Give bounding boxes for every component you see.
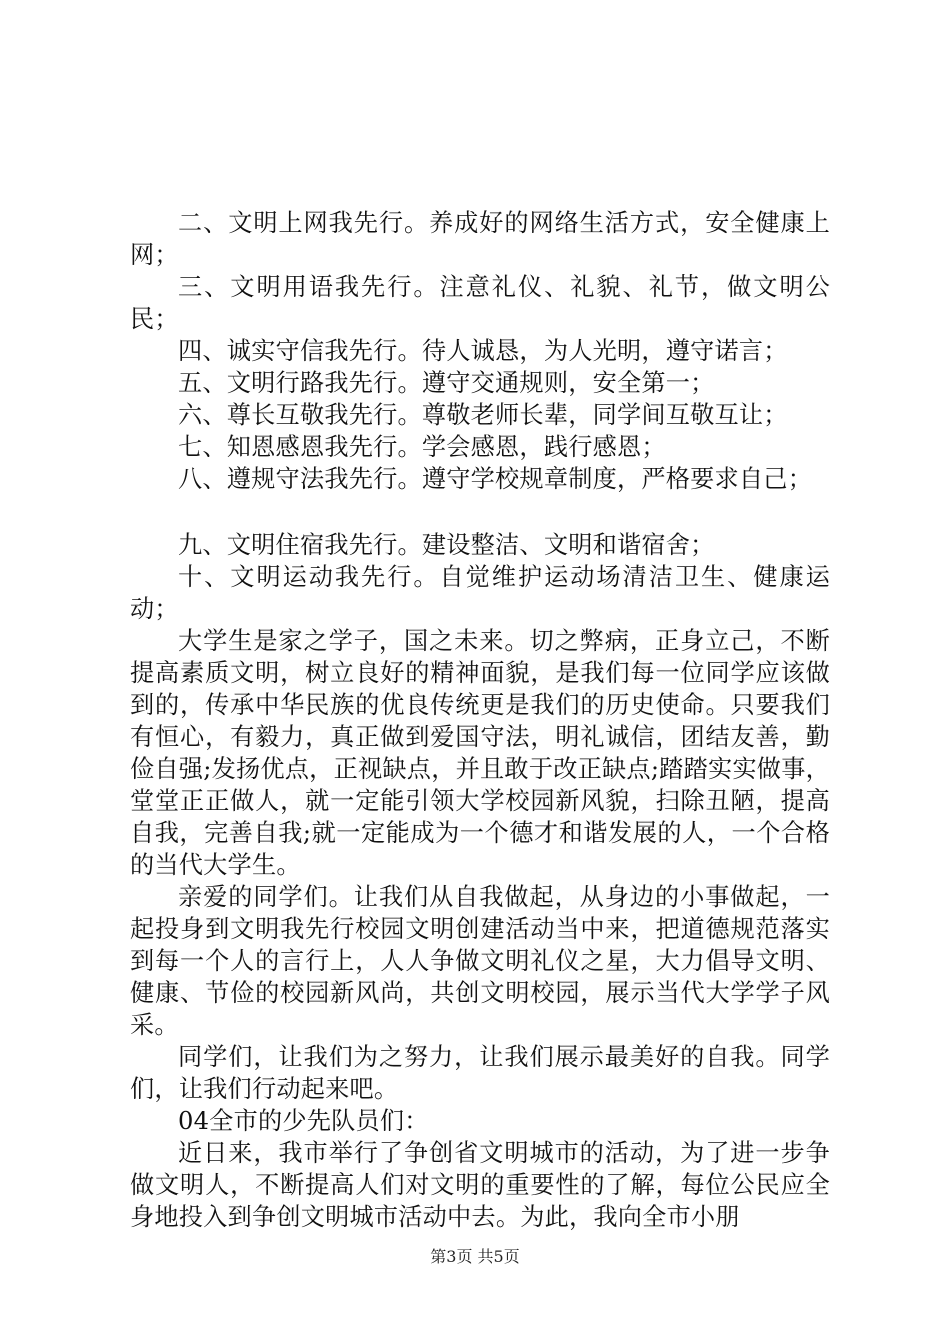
- paragraph-item-2: 二、文明上网我先行。养成好的网络生活方式，安全健康上网；: [130, 209, 830, 269]
- paragraph-salutation: 04全市的少先队员们：: [178, 1107, 429, 1135]
- paragraph-college-students: 大学生是家之学子，国之未来。切之弊病，正身立己，不断提高素质文明，树立良好的精神面貌，是我们每一位同学应该做到的，传承中华民族的优良传统更是我们的历史使命。只要我们有恒心，有毅力，真正做到爱国守法，明礼诚信，团结友善，勤俭自强;发扬优点，正视缺点，并且敢于改正缺点;踏踏实实做事，堂堂正正做人，就一定能引领大学校园新风貌，扫除丑陋，提高自我，完善自我;就一定能成为一个德才和谐发展的人，一个合格的当代大学生。: [130, 627, 830, 879]
- page-footer: 第3页 共5页: [430, 1247, 520, 1266]
- document-body: [130, 207, 830, 1233]
- paragraph-item-4: 四、诚实守信我先行。待人诚恳，为人光明，遵守诺言；: [178, 337, 788, 365]
- paragraph-city-activity: 近日来，我市举行了争创省文明城市的活动，为了进一步争做文明人，不断提高人们对文明的重要性的了解，每位公民应全身地投入到争创文明城市活动中去。为此，我向全市小朋: [130, 1139, 830, 1231]
- paragraph-item-3: 三、文明用语我先行。注意礼仪、礼貌、礼节，做文明公民；: [130, 273, 830, 333]
- paragraph-call-to-action: 同学们，让我们为之努力，让我们展示最美好的自我。同学们，让我们行动起来吧。: [130, 1043, 830, 1103]
- paragraph-item-6: 六、尊长互敬我先行。尊敬老师长辈，同学间互敬互让；: [178, 401, 788, 429]
- paragraph-item-9: 九、文明住宿我先行。建设整洁、文明和谐宿舍；: [178, 531, 715, 559]
- paragraph-dear-classmates: 亲爱的同学们。让我们从自我做起，从身边的小事做起，一起投身到文明我先行校园文明创建活动当中来，把道德规范落实到每一个人的言行上，人人争做文明礼仪之星，大力倡导文明、健康、节俭的校园新风尚，共创文明校园，展示当代大学学子风采。: [130, 883, 830, 1039]
- paragraph-item-8: 八、遵规守法我先行。遵守学校规章制度，严格要求自己；: [178, 465, 813, 493]
- paragraph-item-10: 十、文明运动我先行。自觉维护运动场清洁卫生、健康运动；: [130, 563, 830, 623]
- paragraph-item-5: 五、文明行路我先行。遵守交通规则，安全第一；: [178, 369, 715, 397]
- paragraph-gap: [130, 495, 830, 529]
- paragraph-item-7: 七、知恩感恩我先行。学会感恩，践行感恩；: [178, 433, 666, 461]
